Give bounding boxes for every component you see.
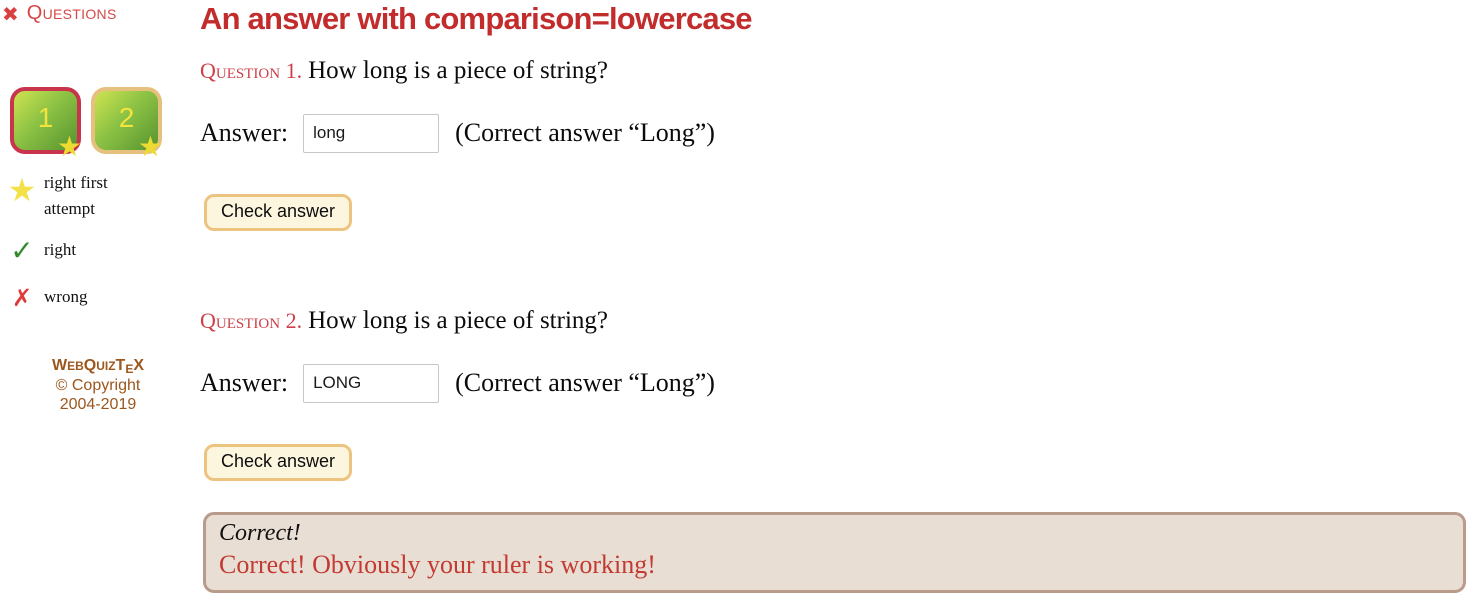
legend-item-right-first-attempt [0,170,156,221]
webquiztex-logo: WEBQUIZTEX [51,357,145,376]
feedback-panel [203,512,1466,593]
star-icon: ★ [56,130,82,163]
copyright-text: © Copyright [55,376,141,394]
question-number: 1. [285,58,303,83]
question-1-heading [200,57,608,85]
legend-label: right first attempt [44,173,108,218]
cross-icon: ✗ [11,284,33,312]
legend-item-wrong [0,284,156,310]
question-nav-button-2[interactable] [91,87,163,163]
question-number-label: 1 [37,101,54,133]
check-answer-button-question-1[interactable]: Check answer [204,194,352,231]
star-icon: ★ [137,130,163,163]
answer-label: Answer: [200,118,289,147]
question-2-answer-row [200,361,715,405]
question-label: Question [200,58,281,83]
legend-item-right [0,234,156,267]
answer-label: Answer: [200,368,289,397]
close-sidebar-icon[interactable]: ✖ [2,1,19,26]
sidebar-title: Questions [26,2,117,24]
correct-answer-hint: (Correct answer “Long”) [455,118,715,147]
answer-input-question-2[interactable] [303,364,439,403]
star-icon: ★ [7,171,37,209]
question-text: How long is a piece of string? [308,307,608,334]
feedback-message: Correct! Obviously your ruler is working! [219,550,656,579]
check-answer-button-question-2[interactable]: Check answer [204,444,352,481]
correct-answer-hint: (Correct answer “Long”) [455,368,715,397]
question-2-heading [200,307,608,335]
question-label: Question [200,308,281,333]
answer-input-question-1[interactable] [303,114,439,153]
checkmark-icon: ✓ [10,234,34,267]
sidebar-footer [0,356,196,415]
page-title: An answer with comparison=lowercase [200,1,752,36]
feedback-heading: Correct! [219,520,301,546]
legend-label: wrong [44,287,88,306]
question-number: 2. [285,308,303,333]
question-nav [10,87,163,163]
legend-label: right [44,240,77,259]
sidebar-header [2,2,117,25]
question-nav-button-1[interactable] [10,87,82,163]
question-1-answer-row [200,111,715,155]
question-text: How long is a piece of string? [308,57,608,84]
copyright-years: 2004-2019 [59,396,137,414]
question-number-label: 2 [118,101,135,133]
sidebar [0,0,196,593]
